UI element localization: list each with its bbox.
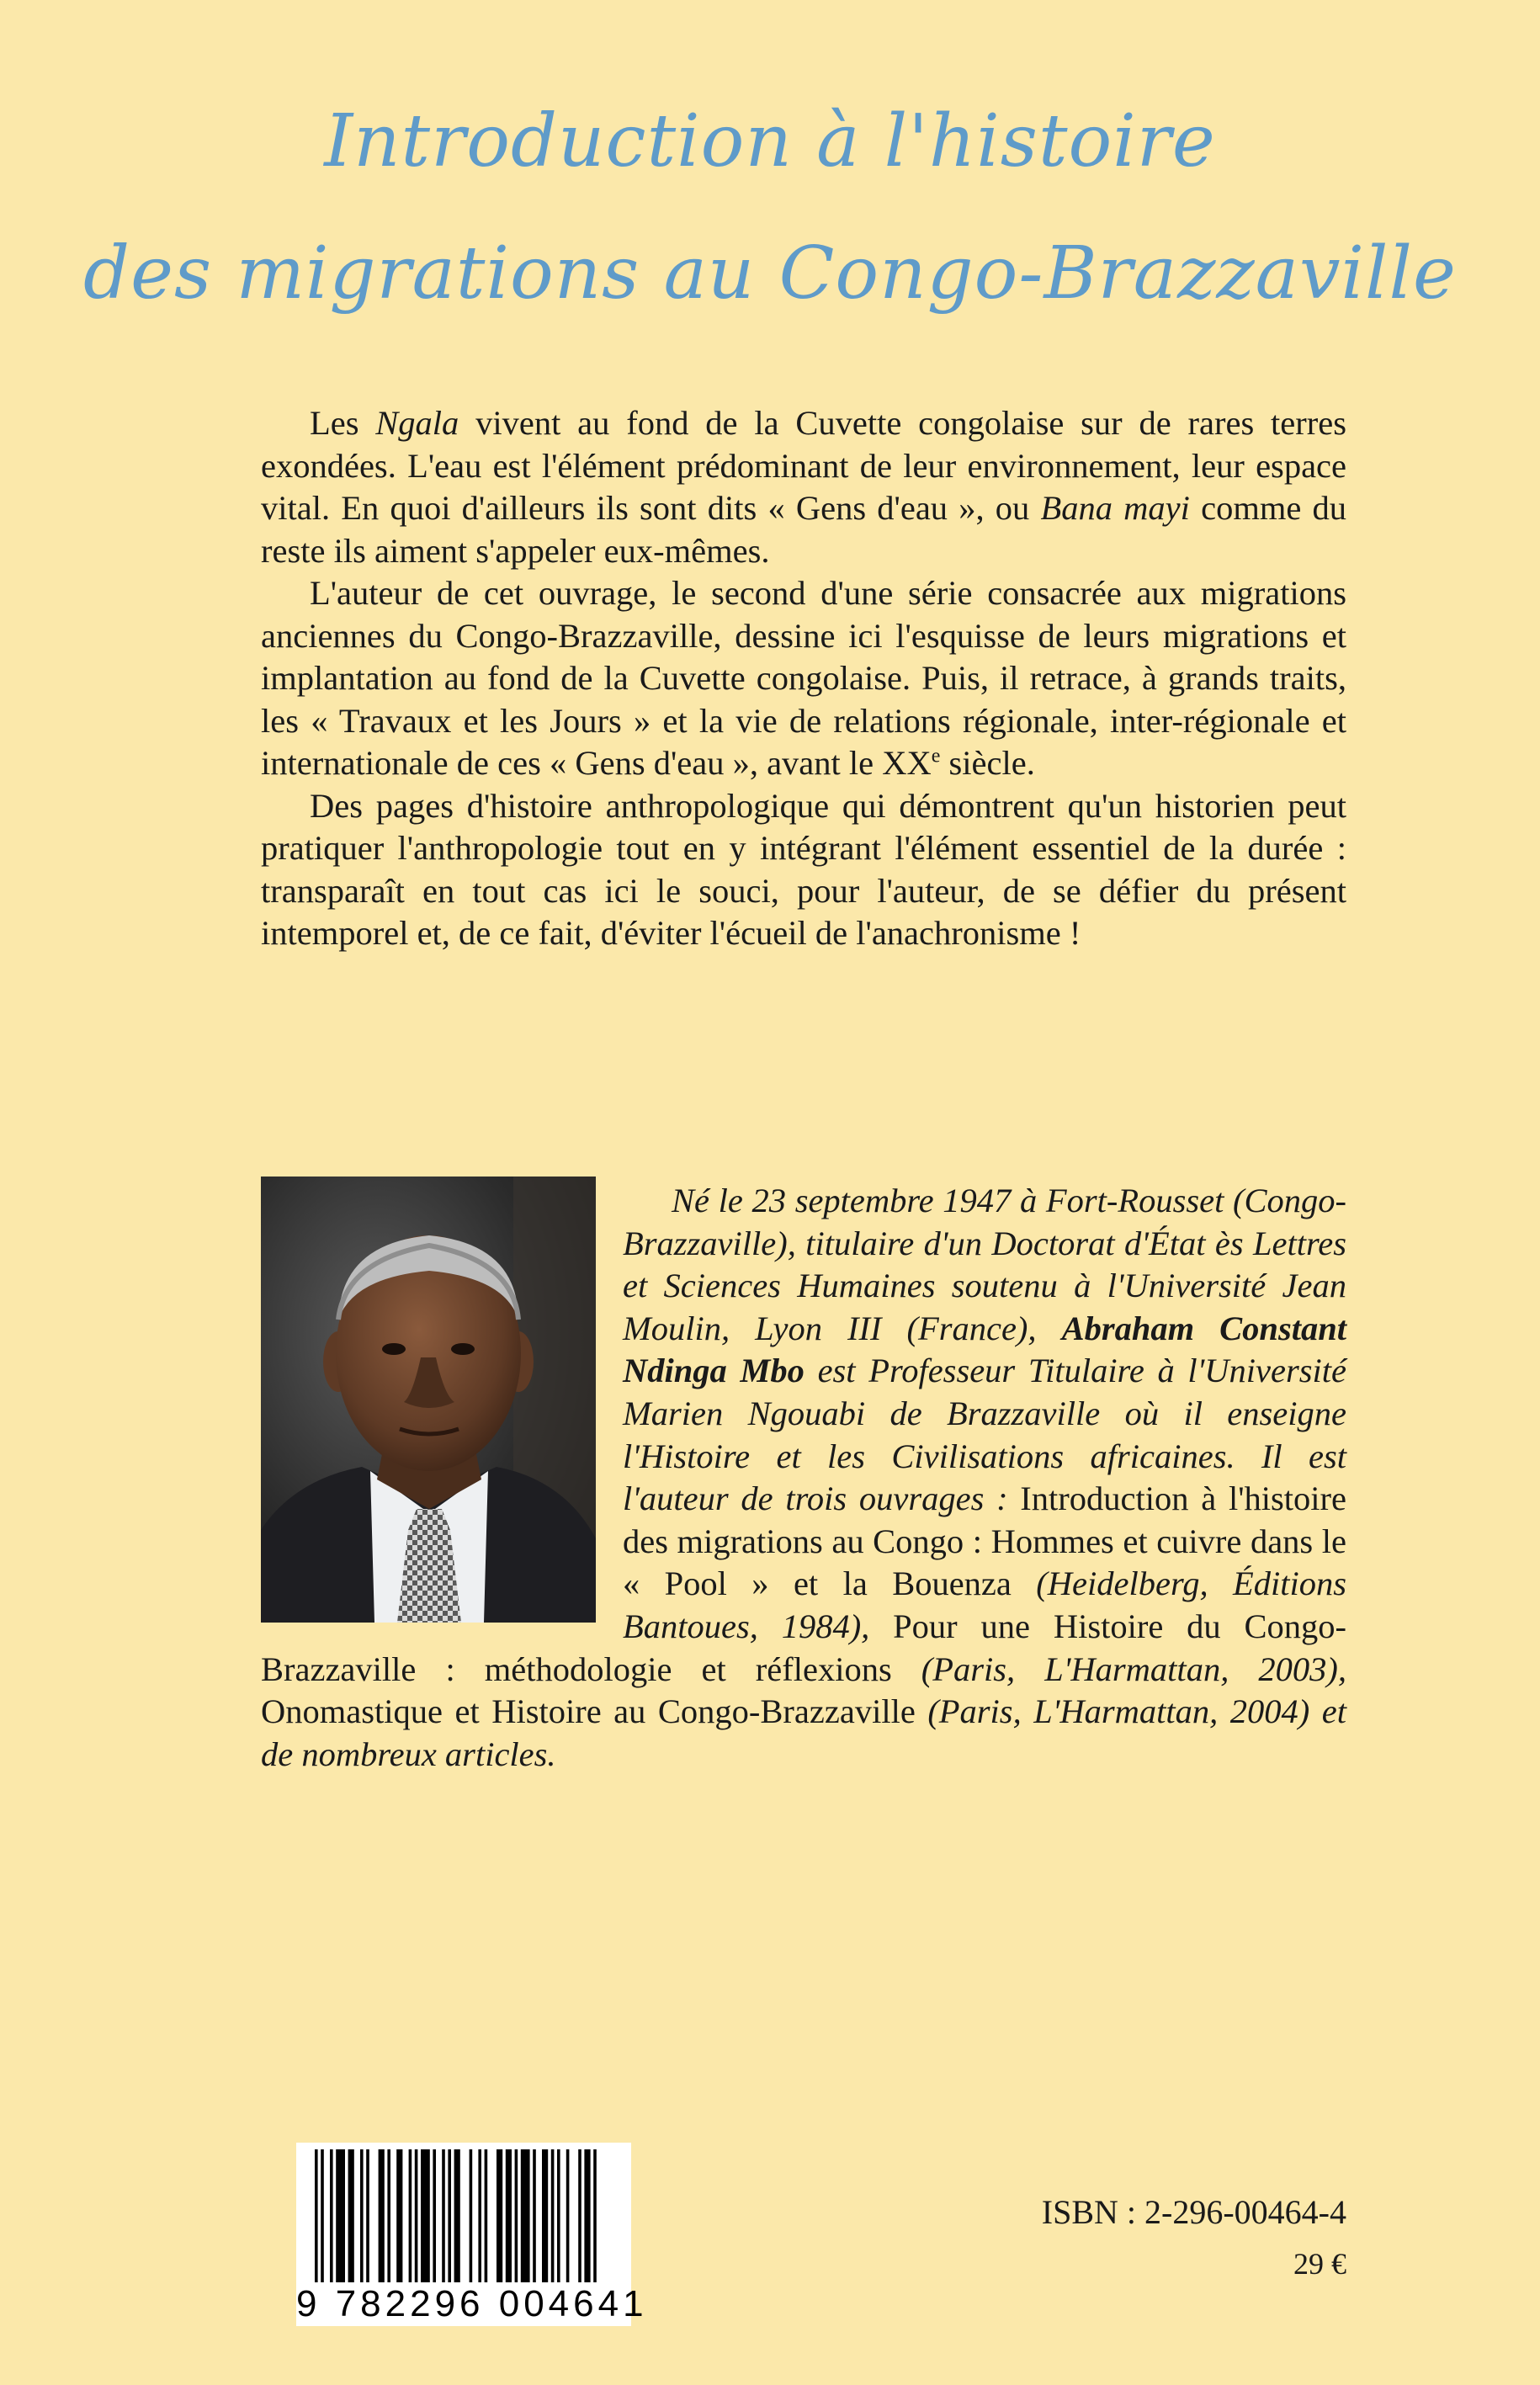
barcode-bar <box>415 2149 418 2282</box>
blurb-paragraph-3: Des pages d'histoire anthropologique qui démontrent qu'un historien peut pratiquer l'anthropologie tout en y intégrant l'élément essentiel de la durée : transparaît en tout cas ici le souci, pour l'auteur, de se défier du présent intemporel et, de ce fait, d'éviter l'écueil de l'anachronisme ! <box>261 786 1346 952</box>
author-name: Abraham Constant Ndinga Mbo <box>623 1309 1346 1390</box>
barcode-bar <box>593 2149 597 2282</box>
barcode-bar <box>485 2149 488 2282</box>
barcode-bar <box>515 2149 518 2282</box>
barcode-bar <box>360 2149 364 2282</box>
blurb <box>261 402 1346 955</box>
price: 29 € <box>1293 2247 1346 2281</box>
barcode-bar <box>557 2149 560 2282</box>
barcode-bar <box>409 2149 412 2282</box>
author-bio <box>261 1180 1346 1776</box>
barcode-bar <box>330 2149 333 2282</box>
barcode-bar <box>497 2149 502 2282</box>
barcode-bar <box>366 2149 369 2282</box>
barcode-bar <box>336 2149 345 2282</box>
barcode-bar <box>348 2149 354 2282</box>
title-line-2: des migrations au Congo-Brazzaville <box>83 231 1457 316</box>
bio-paragraph: Né le 23 septembre 1947 à Fort-Rousset (Congo-Brazzaville), titulaire d'un Doctorat d'État ès Lettres et Sciences Humaines soutenu à l'Université Jean Moulin, Lyon III (France), Abraham Constant Ndinga Mbo est Professeur Titulaire à l'Université Marien Ngouabi de Brazzaville où il enseigne l'Histoire et les Civilisations africaines. Il est l'auteur de trois ouvrages : Introduction à l'histoire des migrations au Congo : Hommes et cuivre dans le « Pool » et la Bouenza (Heidelberg, Éditions Bantoues, 1984), Pour une Histoire du Congo-Brazzaville : méthodologie et réflexions (Paris, L'Harmattan, 2003), Onomastique et Histoire au Congo-Brazzaville (Paris, L'Harmattan, 2004) et de nombreux articles. <box>261 1182 1347 1773</box>
barcode-bar <box>533 2149 536 2282</box>
barcode <box>296 2143 648 2326</box>
barcode-bar <box>315 2149 318 2282</box>
barcode-bar <box>566 2149 570 2282</box>
barcode-bar <box>442 2149 445 2282</box>
book-title-3: Onomastique et Histoire au Congo-Brazzaville <box>261 1692 916 1731</box>
barcode-bar <box>542 2149 548 2282</box>
barcode-bar <box>379 2149 385 2282</box>
barcode-bar <box>470 2149 473 2282</box>
barcode-bar <box>584 2149 590 2282</box>
title-line-1: Introduction à l'histoire <box>324 99 1216 183</box>
barcode-bar <box>578 2149 581 2282</box>
barcode-bar <box>448 2149 451 2282</box>
barcode-bar <box>396 2149 402 2282</box>
barcode-bar <box>387 2149 390 2282</box>
barcode-bar <box>478 2149 481 2282</box>
barcode-bar <box>521 2149 530 2282</box>
barcode-digits: 9 782296 004641 <box>296 2283 648 2324</box>
barcode-bar <box>321 2149 324 2282</box>
isbn: ISBN : 2-296-00464-4 <box>1041 2193 1346 2231</box>
book-title-1: Introduction à l'histoire des migrations au Congo : Hommes et cuivre dans le « Pool » et la Bouenza <box>623 1479 1346 1603</box>
blurb-paragraph-1: Les Ngala vivent au fond de la Cuvette congolaise sur de rares terres exondées. L'eau est l'élément prédominant de leur environnement, leur espace vital. En quoi d'ailleurs ils sont dits « Gens d'eau », ou Bana mayi comme du reste ils aiment s'appeler eux-mêmes. <box>261 404 1346 570</box>
book-title-2: Pour une Histoire du Congo-Brazzaville : méthodologie et réflexions <box>261 1607 1346 1688</box>
barcode-bar <box>421 2149 430 2282</box>
barcode-bars <box>296 2143 631 2286</box>
barcode-bar <box>506 2149 512 2282</box>
blurb-paragraph-2: L'auteur de cet ouvrage, le second d'une série consacrée aux migrations anciennes du Congo-Brazzaville, dessine ici l'esquisse de leurs migrations et implantation au fond de la Cuvette congolaise. Puis, il retrace, à grands traits, les « Travaux et les Jours » et la vie de relations régionale, inter-régionale et internationale de ces « Gens d'eau », avant le XXe siècle. <box>261 574 1346 782</box>
barcode-bar <box>433 2149 436 2282</box>
barcode-bar <box>454 2149 460 2282</box>
barcode-bar <box>551 2149 555 2282</box>
photo-spacer <box>261 1180 623 1626</box>
